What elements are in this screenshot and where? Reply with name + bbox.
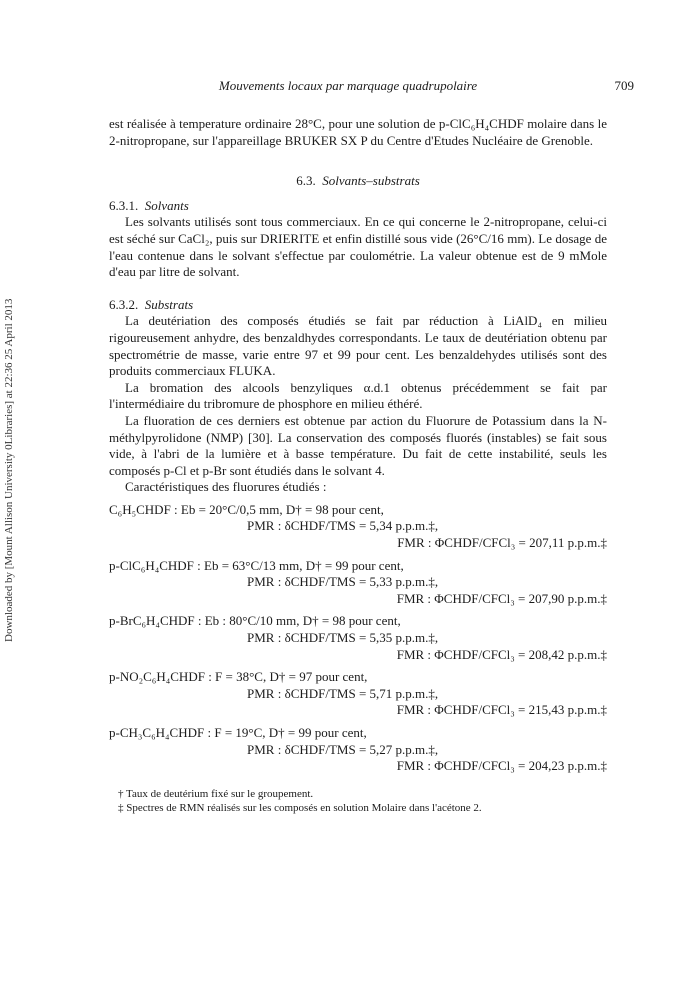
compound-entry <box>109 558 607 608</box>
bromation-paragraph: La bromation des alcools benzyliques α.d.1 obtenus précédemment se fait par l'intermédiaire du tribromure de phosphore en milieu éthéré. <box>109 379 607 412</box>
fmr-line: FMR : ΦCHDF/CFCl₃ = 207,90 p.p.m.‡ <box>396 590 607 606</box>
compound-entry <box>109 613 607 663</box>
pmr-line: PMR : δCHDF/TMS = 5,71 p.p.m.‡, <box>247 685 439 701</box>
fmr-line: FMR : ΦCHDF/CFCl₃ = 207,11 p.p.m.‡ <box>397 535 607 551</box>
footnote-double-dagger: ‡ Spectres de RMN réalisés sur les composés en solution Molaire dans l'acétone 2. <box>118 801 482 814</box>
pmr-line: PMR : δCHDF/TMS = 5,33 p.p.m.‡, <box>247 574 439 590</box>
compound-line: C₆H₅CHDF : Eb = 20°C/0,5 mm, D† = 98 pour cent, <box>109 501 384 517</box>
running-header <box>0 78 696 96</box>
compound-entry <box>109 502 607 552</box>
compound-line: p-ClC₆H₄CHDF : Eb = 63°C/13 mm, D† = 99 pour cent, <box>109 557 404 573</box>
page-number: 709 <box>614 78 634 93</box>
pmr-line: PMR : δCHDF/TMS = 5,35 p.p.m.‡, <box>247 630 439 646</box>
download-watermark: Downloaded by [Mount Allison University 0Libraries] at 22:36 25 April 2013 <box>3 298 15 642</box>
footnotes <box>109 787 607 815</box>
pmr-line: PMR : δCHDF/TMS = 5,34 p.p.m.‡, <box>247 518 439 534</box>
compound-line: p-CH₃C₆H₄CHDF : F = 19°C, D† = 99 pour cent, <box>109 725 367 740</box>
running-title: Mouvements locaux par marquage quadrupolaire <box>218 78 478 93</box>
fluoration-paragraph: La fluoration de ces derniers est obtenue par action du Fluorure de Potassium dans la N-méthylpyrolidone (NMP) [30]. La conservation des composés fluorés (instables) se fait sous vide, à l'abri de la lumière et à basse température. Du fait de cette instabilité, seuls les composés p-Cl et p-Br sont étudiés dans le solvant 4. <box>109 412 607 478</box>
compound-entry <box>109 669 607 719</box>
fmr-line: FMR : ΦCHDF/CFCl₃ = 215,43 p.p.m.‡ <box>396 702 607 718</box>
fmr-line: FMR : ΦCHDF/CFCl₃ = 208,42 p.p.m.‡ <box>396 646 607 662</box>
subsection-number: 6.3.1. <box>109 197 139 213</box>
section-title: Solvants–substrats <box>322 173 420 189</box>
subsection-heading-substrats <box>109 297 607 314</box>
substrats-paragraph: La deutériation des composés étudiés se fait par réduction à LiAlD₄ en milieu rigoureusement anhydre, des benzaldhydes correspondants. Le taux de deutériation obtenu par spectrométrie de masse, varie entre 97 et 99 pour cent. Les benzaldehydes utilisés sont des produits commerciaux FLUKA. <box>109 313 607 379</box>
footnote-dagger: † Taux de deutérium fixé sur le groupement. <box>118 787 314 800</box>
subsection-title: Substrats <box>144 296 194 312</box>
compound-entry <box>109 725 607 775</box>
subsection-title: Solvants <box>144 197 189 213</box>
solvants-paragraph: Les solvants utilisés sont tous commerciaux. En ce qui concerne le 2-nitropropane, celui-ci est séché sur CaCl₂, puis sur DRIERITE et enfin distillé sous vide (26°C/16 mm). Le dosage de l'eau contenue dans le solvant s'effectue par coulométrie. La valeur obtenue est de 9 mMole d'eau par litre de solvant. <box>109 214 607 280</box>
subsection-number: 6.3.2. <box>109 296 139 312</box>
fmr-line: FMR : ΦCHDF/CFCl₃ = 204,23 p.p.m.‡ <box>396 758 607 774</box>
pmr-line: PMR : δCHDF/TMS = 5,27 p.p.m.‡, <box>247 741 439 757</box>
page-body <box>109 116 607 815</box>
section-number: 6.3. <box>296 173 316 189</box>
caracteristiques-intro: Caractéristiques des fluorures étudiés : <box>125 479 327 495</box>
compound-line: p-NO₂C₆H₄CHDF : F = 38°C, D† = 97 pour cent, <box>109 669 368 685</box>
subsection-heading-solvants <box>109 198 607 215</box>
intro-paragraph: est réalisée à temperature ordinaire 28°C, pour une solution de p-ClC₆H₄CHDF molaire dans le 2-nitropropane, sur l'appareillage BRUKER SX P du Centre d'Etudes Nucléaire de Grenoble. <box>109 116 607 148</box>
compound-line: p-BrC₆H₄CHDF : Eb : 80°C/10 mm, D† = 98 pour cent, <box>109 613 401 629</box>
section-heading <box>109 173 607 190</box>
